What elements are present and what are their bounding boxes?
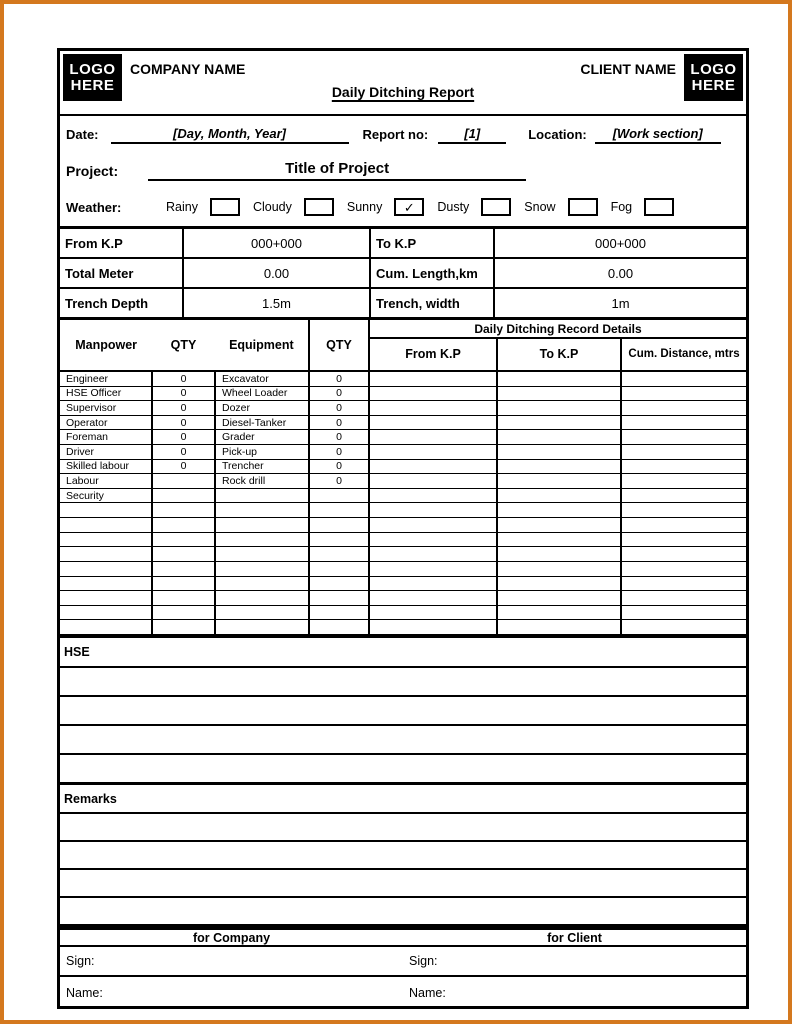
equipment-cell bbox=[216, 606, 310, 620]
manpower-qty-cell[interactable] bbox=[153, 577, 216, 591]
resources-row bbox=[60, 474, 746, 489]
kp-row bbox=[60, 289, 746, 320]
record-from-cell[interactable] bbox=[370, 445, 498, 459]
manpower-cell bbox=[60, 533, 153, 547]
resources-table-body bbox=[60, 372, 746, 638]
for-company-header: for Company bbox=[192, 930, 271, 945]
record-from-cell[interactable] bbox=[370, 591, 498, 605]
kp-label: To K.P bbox=[371, 229, 495, 257]
record-distance-cell[interactable] bbox=[622, 372, 746, 386]
manpower-qty-cell[interactable] bbox=[153, 533, 216, 547]
weather-option bbox=[524, 198, 597, 216]
record-from-cell[interactable] bbox=[370, 620, 498, 634]
manpower-qty-cell[interactable] bbox=[153, 547, 216, 561]
record-to-cell[interactable] bbox=[498, 533, 622, 547]
manpower-cell: Driver bbox=[60, 445, 153, 459]
qty-header: QTY bbox=[310, 320, 370, 370]
weather-option bbox=[166, 198, 240, 216]
resources-row bbox=[60, 503, 746, 518]
manpower-qty-cell[interactable] bbox=[153, 620, 216, 634]
manpower-cell: Operator bbox=[60, 416, 153, 430]
record-to-cell[interactable] bbox=[498, 591, 622, 605]
equipment-qty-cell[interactable]: 0 bbox=[310, 430, 370, 444]
logo-line1: LOGO bbox=[69, 60, 116, 78]
company-name-label: Name: bbox=[66, 985, 103, 1000]
record-to-cell[interactable] bbox=[498, 474, 622, 488]
record-from-cell[interactable] bbox=[370, 460, 498, 474]
equipment-cell bbox=[216, 503, 310, 517]
resources-row bbox=[60, 401, 746, 416]
resources-row bbox=[60, 460, 746, 475]
kp-value-cell[interactable]: 0.00 bbox=[184, 259, 371, 287]
equipment-cell: Trencher bbox=[216, 460, 310, 474]
logo-line1: LOGO bbox=[690, 60, 737, 78]
resources-row bbox=[60, 387, 746, 402]
hse-label: HSE bbox=[60, 638, 746, 668]
equipment-cell bbox=[216, 620, 310, 634]
record-distance-cell[interactable] bbox=[622, 577, 746, 591]
manpower-cell bbox=[60, 518, 153, 532]
record-to-cell[interactable] bbox=[498, 387, 622, 401]
client-name-label: Name: bbox=[409, 985, 446, 1000]
weather-checkbox[interactable] bbox=[210, 198, 240, 216]
record-to-cell[interactable] bbox=[498, 416, 622, 430]
record-distance-cell[interactable] bbox=[622, 445, 746, 459]
hse-blank-line[interactable] bbox=[60, 697, 746, 726]
record-from-cell[interactable] bbox=[370, 606, 498, 620]
date-field[interactable]: [Day, Month, Year] bbox=[111, 126, 349, 144]
resources-row bbox=[60, 591, 746, 606]
manpower-qty-cell[interactable]: 0 bbox=[153, 445, 216, 459]
logo-line2: HERE bbox=[70, 76, 115, 94]
manpower-cell bbox=[60, 577, 153, 591]
manpower-qty-cell[interactable]: 0 bbox=[153, 430, 216, 444]
equipment-cell: Wheel Loader bbox=[216, 387, 310, 401]
record-to-cell[interactable] bbox=[498, 562, 622, 576]
equipment-qty-cell[interactable] bbox=[310, 503, 370, 517]
weather-option-label: Dusty bbox=[437, 200, 470, 214]
client-sign-label: Sign: bbox=[409, 954, 438, 968]
equipment-qty-cell[interactable]: 0 bbox=[310, 445, 370, 459]
weather-checkbox[interactable] bbox=[568, 198, 598, 216]
hse-blank-line[interactable] bbox=[60, 668, 746, 697]
record-to-cell[interactable] bbox=[498, 460, 622, 474]
record-distance-cell[interactable] bbox=[622, 533, 746, 547]
record-to-cell[interactable] bbox=[498, 503, 622, 517]
record-distance-header: Cum. Distance, mtrs bbox=[628, 348, 740, 360]
logo-line2: HERE bbox=[691, 76, 736, 94]
equipment-cell bbox=[216, 562, 310, 576]
equipment-cell bbox=[216, 577, 310, 591]
manpower-qty-cell[interactable]: 0 bbox=[153, 372, 216, 386]
record-distance-cell[interactable] bbox=[622, 606, 746, 620]
kp-value-cell[interactable]: 1m bbox=[611, 295, 630, 311]
manpower-qty-cell[interactable] bbox=[153, 591, 216, 605]
remarks-blank-line[interactable] bbox=[60, 814, 746, 842]
manpower-cell bbox=[60, 620, 153, 634]
record-from-cell[interactable] bbox=[370, 577, 498, 591]
equipment-qty-cell[interactable] bbox=[310, 591, 370, 605]
report-title: Daily Ditching Report bbox=[331, 84, 475, 100]
manpower-cell bbox=[60, 606, 153, 620]
record-to-cell[interactable] bbox=[498, 606, 622, 620]
record-to-cell[interactable] bbox=[498, 401, 622, 415]
manpower-cell: Labour bbox=[60, 474, 153, 488]
resources-row bbox=[60, 547, 746, 562]
equipment-qty-cell[interactable] bbox=[310, 562, 370, 576]
remarks-blank-line[interactable] bbox=[60, 898, 746, 926]
record-to-cell[interactable] bbox=[498, 547, 622, 561]
signature-header-row bbox=[60, 930, 746, 947]
resources-row bbox=[60, 416, 746, 431]
equipment-qty-cell[interactable]: 0 bbox=[310, 401, 370, 415]
record-distance-cell[interactable] bbox=[622, 547, 746, 561]
manpower-qty-cell[interactable] bbox=[153, 518, 216, 532]
record-distance-cell[interactable] bbox=[622, 416, 746, 430]
weather-option-label: Rainy bbox=[166, 200, 198, 214]
record-distance-cell[interactable] bbox=[622, 562, 746, 576]
kp-summary-table bbox=[60, 229, 746, 320]
kp-value-cell[interactable]: 1.5m bbox=[184, 289, 371, 317]
manpower-qty-cell[interactable] bbox=[153, 474, 216, 488]
weather-option bbox=[437, 198, 511, 216]
remarks-label: Remarks bbox=[60, 785, 746, 814]
record-from-cell[interactable] bbox=[370, 372, 498, 386]
manpower-cell bbox=[60, 547, 153, 561]
manpower-cell: Foreman bbox=[60, 430, 153, 444]
client-name: CLIENT NAME bbox=[580, 61, 676, 77]
manpower-cell: Skilled labour bbox=[60, 460, 153, 474]
record-to-cell[interactable] bbox=[498, 430, 622, 444]
kp-label: Trench, width bbox=[371, 289, 495, 317]
date-label: Date: bbox=[66, 127, 99, 142]
daily-ditching-report-form bbox=[57, 48, 749, 1009]
kp-value-cell[interactable]: 0.00 bbox=[607, 265, 634, 281]
weather-option-label: Cloudy bbox=[252, 200, 292, 214]
record-details-title: Daily Ditching Record Details bbox=[370, 320, 746, 339]
kp-label: Total Meter bbox=[60, 259, 184, 287]
equipment-qty-cell[interactable]: 0 bbox=[310, 372, 370, 386]
record-distance-cell[interactable] bbox=[622, 401, 746, 415]
equipment-qty-cell[interactable] bbox=[310, 489, 370, 503]
record-from-cell[interactable] bbox=[370, 503, 498, 517]
manpower-qty-cell[interactable] bbox=[153, 503, 216, 517]
manpower-qty-cell[interactable]: 0 bbox=[153, 416, 216, 430]
kp-row bbox=[60, 259, 746, 289]
equipment-cell bbox=[216, 533, 310, 547]
hse-blank-line[interactable] bbox=[60, 755, 746, 784]
remarks-blank-line[interactable] bbox=[60, 870, 746, 898]
equipment-qty-cell[interactable]: 0 bbox=[310, 460, 370, 474]
weather-option-label: Fog bbox=[610, 200, 633, 214]
record-details-columns bbox=[370, 339, 746, 370]
equipment-qty-cell[interactable] bbox=[310, 606, 370, 620]
hse-blank-line[interactable] bbox=[60, 726, 746, 755]
manpower-cell bbox=[60, 562, 153, 576]
remarks-blank-line[interactable] bbox=[60, 842, 746, 870]
record-to-cell[interactable] bbox=[498, 620, 622, 634]
equipment-cell: Excavator bbox=[216, 372, 310, 386]
record-distance-cell[interactable] bbox=[622, 591, 746, 605]
manpower-qty-cell[interactable] bbox=[153, 562, 216, 576]
equipment-qty-cell[interactable]: 0 bbox=[310, 416, 370, 430]
record-to-cell[interactable] bbox=[498, 518, 622, 532]
equipment-cell bbox=[216, 591, 310, 605]
record-to-cell[interactable] bbox=[498, 445, 622, 459]
weather-option-label: Snow bbox=[524, 200, 556, 214]
equipment-cell: Rock drill bbox=[216, 474, 310, 488]
weather-option bbox=[253, 198, 334, 216]
record-from-cell[interactable] bbox=[370, 533, 498, 547]
kp-label: Cum. Length,km bbox=[371, 259, 495, 287]
equipment-cell: Diesel-Tanker bbox=[216, 416, 310, 430]
company-name: COMPANY NAME bbox=[130, 61, 246, 77]
manpower-qty-cell[interactable] bbox=[153, 606, 216, 620]
project-label: Project: bbox=[66, 162, 119, 179]
record-details-header bbox=[370, 320, 746, 370]
resources-header-left bbox=[60, 320, 310, 370]
weather-checkbox[interactable] bbox=[644, 198, 674, 216]
record-distance-cell[interactable] bbox=[622, 387, 746, 401]
record-distance-cell[interactable] bbox=[622, 503, 746, 517]
equipment-cell: Dozer bbox=[216, 401, 310, 415]
sign-row bbox=[60, 947, 746, 977]
manpower-cell: Security bbox=[60, 489, 153, 503]
weather-row bbox=[60, 188, 746, 229]
manpower-qty-cell[interactable] bbox=[153, 489, 216, 503]
qty-header: QTY bbox=[170, 338, 197, 352]
record-distance-cell[interactable] bbox=[622, 620, 746, 634]
manpower-cell bbox=[60, 503, 153, 517]
report-no-label: Report no: bbox=[362, 127, 429, 142]
equipment-qty-cell[interactable] bbox=[310, 518, 370, 532]
equipment-qty-cell[interactable] bbox=[310, 577, 370, 591]
resources-row bbox=[60, 430, 746, 445]
equipment-qty-cell[interactable] bbox=[310, 533, 370, 547]
record-from-cell[interactable] bbox=[370, 474, 498, 488]
weather-options bbox=[166, 198, 687, 216]
kp-value-cell[interactable]: 000+000 bbox=[595, 235, 646, 251]
location-label: Location: bbox=[528, 127, 587, 142]
location-field[interactable]: [Work section] bbox=[595, 126, 721, 144]
resources-header bbox=[60, 320, 746, 372]
record-from-kp-header: From K.P bbox=[370, 339, 498, 370]
for-client-header: for Client bbox=[547, 930, 602, 945]
manpower-cell: Engineer bbox=[60, 372, 153, 386]
manpower-qty-cell[interactable]: 0 bbox=[153, 387, 216, 401]
record-distance-cell[interactable] bbox=[622, 474, 746, 488]
resources-row bbox=[60, 533, 746, 548]
manpower-header: Manpower bbox=[75, 338, 138, 352]
weather-checkbox[interactable] bbox=[304, 198, 334, 216]
record-to-kp-header: To K.P bbox=[498, 339, 622, 370]
record-from-cell[interactable] bbox=[370, 430, 498, 444]
kp-row bbox=[60, 229, 746, 259]
equipment-qty-cell[interactable]: 0 bbox=[310, 474, 370, 488]
weather-option bbox=[347, 198, 424, 216]
weather-checkbox[interactable] bbox=[481, 198, 511, 216]
record-from-cell[interactable] bbox=[370, 518, 498, 532]
record-distance-cell[interactable] bbox=[622, 489, 746, 503]
resources-row bbox=[60, 606, 746, 621]
kp-label: Trench Depth bbox=[60, 289, 184, 317]
resources-row bbox=[60, 577, 746, 592]
remarks-section bbox=[60, 785, 746, 926]
equipment-cell bbox=[216, 518, 310, 532]
record-distance-cell[interactable] bbox=[622, 460, 746, 474]
record-from-cell[interactable] bbox=[370, 401, 498, 415]
record-from-cell[interactable] bbox=[370, 562, 498, 576]
report-no-field[interactable]: [1] bbox=[438, 126, 506, 144]
record-to-cell[interactable] bbox=[498, 489, 622, 503]
kp-label: From K.P bbox=[60, 229, 184, 257]
kp-value-cell[interactable]: 000+000 bbox=[184, 229, 371, 257]
manpower-qty-cell[interactable]: 0 bbox=[153, 460, 216, 474]
project-row bbox=[60, 153, 746, 188]
equipment-cell bbox=[216, 489, 310, 503]
weather-checkbox[interactable]: ✓ bbox=[394, 198, 424, 216]
resources-row bbox=[60, 518, 746, 533]
record-to-cell[interactable] bbox=[498, 372, 622, 386]
hse-section bbox=[60, 638, 746, 785]
resources-row bbox=[60, 445, 746, 460]
equipment-cell: Pick-up bbox=[216, 445, 310, 459]
weather-option bbox=[611, 198, 675, 216]
company-sign-label: Sign: bbox=[66, 954, 95, 968]
equipment-qty-cell[interactable]: 0 bbox=[310, 387, 370, 401]
project-title-field[interactable]: Title of Project bbox=[148, 160, 526, 181]
equipment-cell bbox=[216, 547, 310, 561]
signature-footer bbox=[60, 926, 746, 1008]
record-from-cell[interactable] bbox=[370, 387, 498, 401]
resources-row bbox=[60, 620, 746, 635]
resources-row bbox=[60, 562, 746, 577]
resources-row bbox=[60, 489, 746, 504]
equipment-qty-cell[interactable] bbox=[310, 620, 370, 634]
manpower-qty-cell[interactable]: 0 bbox=[153, 401, 216, 415]
record-to-cell[interactable] bbox=[498, 577, 622, 591]
record-from-cell[interactable] bbox=[370, 489, 498, 503]
form-header bbox=[60, 51, 746, 116]
record-distance-cell[interactable] bbox=[622, 430, 746, 444]
equipment-header: Equipment bbox=[229, 338, 294, 352]
manpower-cell: Supervisor bbox=[60, 401, 153, 415]
date-row bbox=[60, 116, 746, 153]
manpower-cell: HSE Officer bbox=[60, 387, 153, 401]
equipment-cell: Grader bbox=[216, 430, 310, 444]
record-from-cell[interactable] bbox=[370, 416, 498, 430]
record-distance-cell[interactable] bbox=[622, 518, 746, 532]
weather-label: Weather: bbox=[66, 199, 122, 215]
weather-option-label: Sunny bbox=[346, 200, 383, 214]
equipment-qty-cell[interactable] bbox=[310, 547, 370, 561]
resources-row bbox=[60, 372, 746, 387]
name-row bbox=[60, 977, 746, 1008]
record-from-cell[interactable] bbox=[370, 547, 498, 561]
manpower-cell bbox=[60, 591, 153, 605]
